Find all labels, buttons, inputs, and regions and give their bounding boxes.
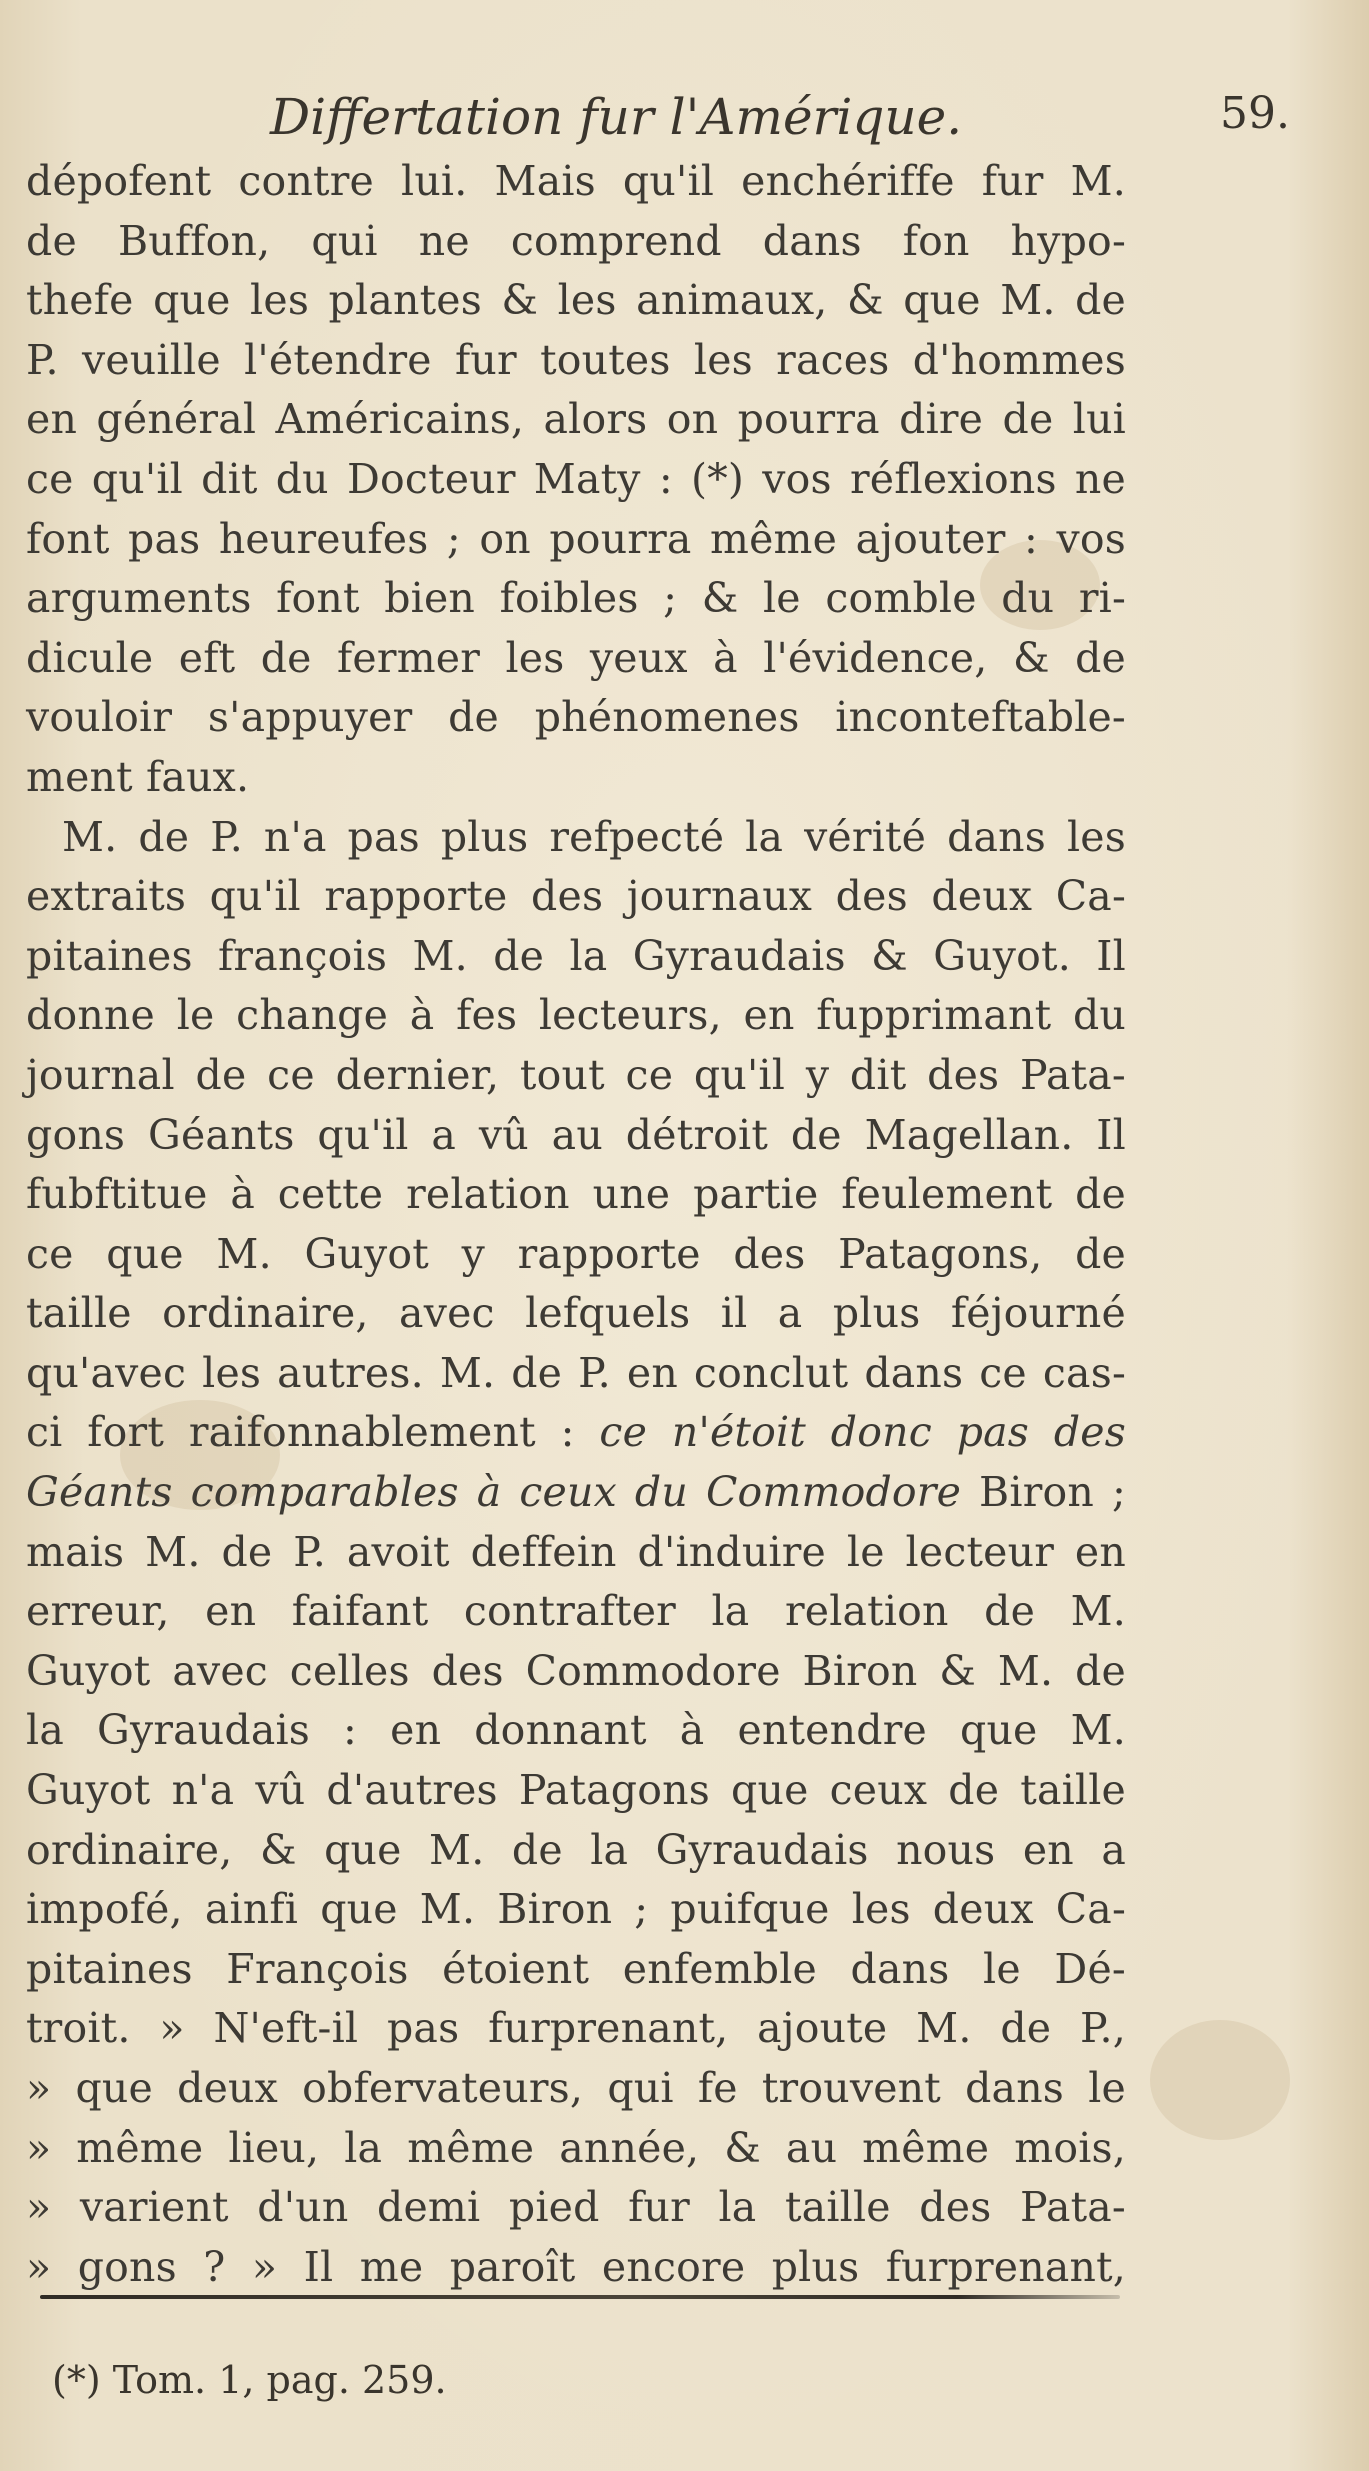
text-fragment: ci fort raifonnablement : xyxy=(26,1408,600,1457)
text-line: thefe que les plantes & les animaux, & que M. de xyxy=(26,276,1126,325)
text-line: dépofent contre lui. Mais qu'il enchériffe fur M. xyxy=(26,157,1126,205)
text-line: » gons ? » Il me paroît encore plus furprenant, xyxy=(26,2242,1126,2291)
text-line: extraits qu'il rapporte des journaux des deux Ca- xyxy=(26,872,1126,921)
text-line: la Gyraudais : en donnant à entendre que M. xyxy=(26,1706,1126,1755)
text-line: de Buffon, qui ne comprend dans fon hypo- xyxy=(26,216,1126,265)
text-line: taille ordinaire, avec lefquels il a plus féjourné xyxy=(26,1289,1126,1338)
text-line: » même lieu, la même année, & au même mois, xyxy=(26,2123,1126,2172)
text-line: erreur, en faifant contrafter la relation de M. xyxy=(26,1587,1126,1636)
text-line: pitaines François étoient enfemble dans le Dé- xyxy=(26,1944,1126,1993)
running-title: Differtation fur l'Amérique. xyxy=(270,88,963,146)
text-line: qu'avec les autres. M. de P. en conclut dans ce cas- xyxy=(26,1348,1126,1397)
text-line: font pas heureufes ; on pourra même ajouter : vos xyxy=(26,514,1126,563)
footnote-divider xyxy=(40,2295,1120,2299)
page-number: 59. xyxy=(1220,88,1290,139)
text-line: mais M. de P. avoit deffein d'induire le lecteur en xyxy=(26,1527,1126,1576)
text-line: gons Géants qu'il a vû au détroit de Magellan. Il xyxy=(26,1110,1126,1159)
text-line: fubftitue à cette relation une partie feulement de xyxy=(26,1170,1126,1219)
text-line: troit. » N'eft-il pas furprenant, ajoute M. de P., xyxy=(26,2004,1126,2053)
italic-quote: ce n'étoit donc pas des xyxy=(599,1408,1126,1457)
text-line: vouloir s'appuyer de phénomenes inconteftable- xyxy=(26,693,1126,742)
text-line: ment faux. xyxy=(26,752,250,801)
footnote: (*) Tom. 1, pag. 259. xyxy=(52,2358,447,2402)
text-line: en général Américains, alors on pourra dire de lui xyxy=(26,395,1126,444)
text-line: ce qu'il dit du Docteur Maty : (*) vos réflexions ne xyxy=(26,454,1126,503)
text-line-mixed xyxy=(26,1463,1126,1523)
text-line: arguments font bien foibles ; & le comble du ri- xyxy=(26,574,1126,623)
text-line: » que deux obfervateurs, qui fe trouvent dans le xyxy=(26,2064,1126,2112)
text-line: Guyot avec celles des Commodore Biron & M. de xyxy=(26,1646,1126,1695)
text-line: Guyot n'a vû d'autres Patagons que ceux de taille xyxy=(26,1766,1126,1815)
text-line: M. de P. n'a pas plus refpecté la vérité dans les xyxy=(62,812,1126,861)
text-line: » varient d'un demi pied fur la taille des Pata- xyxy=(26,2183,1126,2232)
text-line: dicule eft de fermer les yeux à l'évidence, & de xyxy=(26,633,1126,682)
page-header xyxy=(40,88,1330,158)
text-line: ce que M. Guyot y rapporte des Patagons, de xyxy=(26,1229,1126,1278)
text-line: journal de ce dernier, tout ce qu'il y dit des Pata- xyxy=(26,1050,1126,1099)
text-line: donne le change à fes lecteurs, en fupprimant du xyxy=(26,991,1126,1040)
text-line: pitaines françois M. de la Gyraudais & Guyot. Il xyxy=(26,931,1126,980)
text-line-mixed xyxy=(26,1403,1126,1463)
text-line: P. veuille l'étendre fur toutes les races d'hommes xyxy=(26,335,1126,384)
text-fragment: Biron ; xyxy=(961,1468,1126,1517)
paper-stain xyxy=(1150,2020,1290,2140)
text-line: impofé, ainfi que M. Biron ; puifque les deux Ca- xyxy=(26,1885,1126,1934)
body-text xyxy=(26,152,1126,2297)
text-line: ordinaire, & que M. de la Gyraudais nous en a xyxy=(26,1825,1126,1874)
italic-quote: Géants comparables à ceux du Commodore xyxy=(26,1468,962,1517)
